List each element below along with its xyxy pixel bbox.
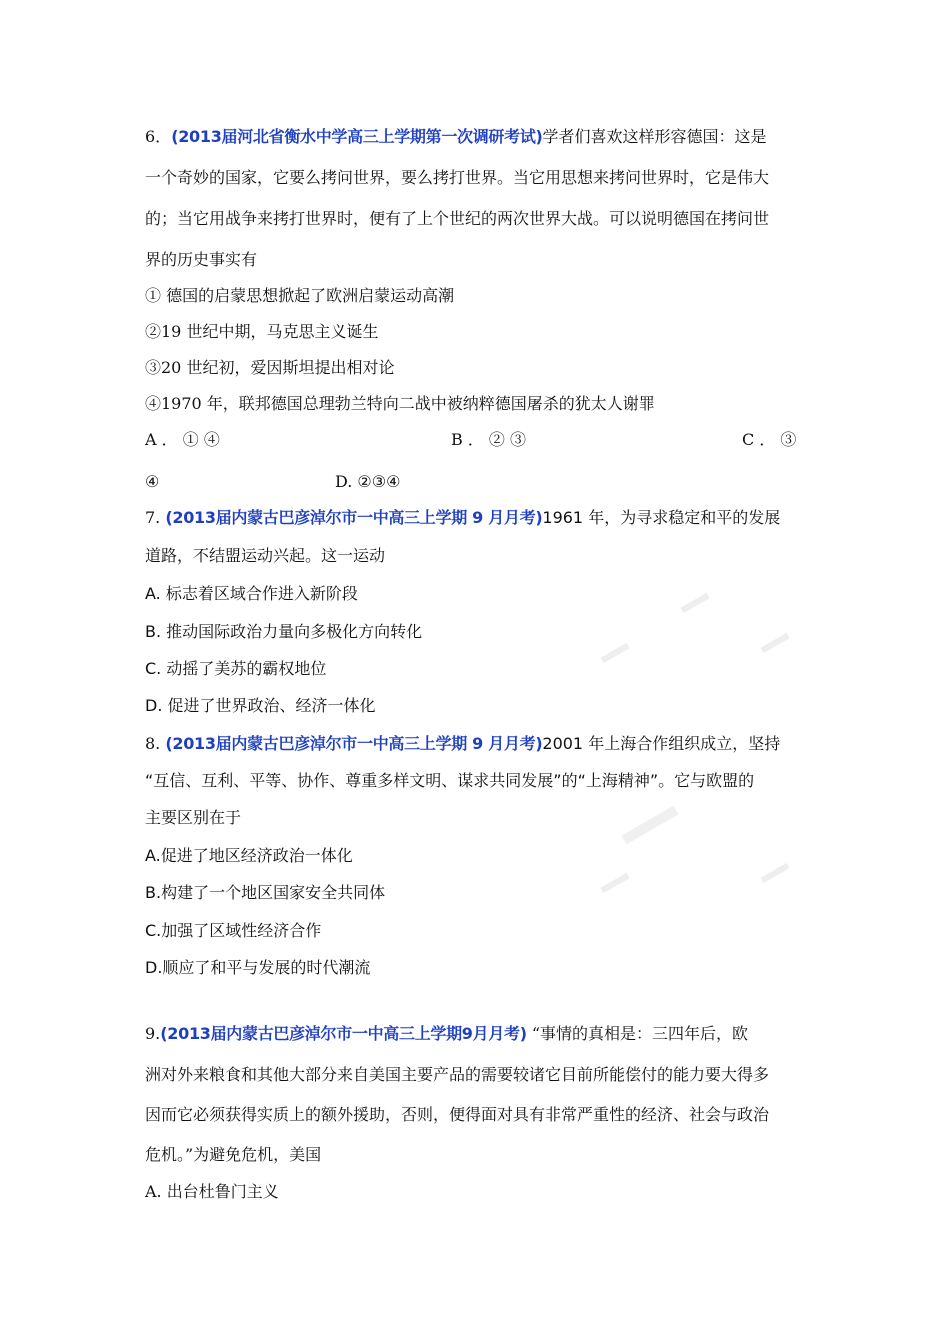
- q8-option-d: D.顺应了和平与发展的时代潮流: [145, 958, 371, 977]
- q9-text-1: “事情的真相是：三四年后，欧: [531, 1024, 749, 1043]
- watermark-mark: [681, 593, 710, 613]
- q9-option-a: A. 出台杜鲁门主义: [145, 1182, 279, 1201]
- q6-option-d: D. ②③④: [335, 472, 401, 491]
- q8-source: (2013届内蒙古巴彦淖尔市一中高三上学期 9 月月考): [165, 734, 543, 753]
- watermark-logo: [622, 806, 679, 845]
- q9-line-4: 危机。”为避免危机，美国: [145, 1145, 322, 1164]
- q6-source: (2013届河北省衡水中学高三上学期第一次调研考试): [171, 127, 543, 146]
- q6-item-2: ②19 世纪中期，马克思主义诞生: [145, 322, 379, 341]
- q7-option-a: A. 标志着区域合作进入新阶段: [145, 584, 358, 603]
- q7-text-1: 1961 年，为寻求稳定和平的发展: [542, 508, 781, 527]
- q9-source: (2013届内蒙古巴彦淖尔市一中高三上学期9月月考): [160, 1024, 527, 1043]
- q8-option-b: B.构建了一个地区国家安全共同体: [145, 883, 386, 902]
- q6-option-c-continued: ④: [145, 472, 160, 491]
- q6-line-3: 的；当它用战争来拷打世界时，便有了上个世纪的两次世界大战。可以说明德国在拷问世: [145, 209, 770, 228]
- q9-number: 9.: [145, 1024, 161, 1043]
- q6-option-c: C ． ③: [742, 430, 797, 449]
- q6-option-b: B ． ② ③: [451, 430, 527, 449]
- q7-option-b: B. 推动国际政治力量向多极化方向转化: [145, 622, 423, 641]
- q7-option-d: D. 促进了世界政治、经济一体化: [145, 696, 376, 715]
- q6-number: 6．: [145, 127, 172, 146]
- q7-line-1: [145, 508, 780, 528]
- q6-line-4: 界的历史事实有: [145, 250, 258, 269]
- q8-line-1: [145, 734, 780, 754]
- watermark-mark: [761, 633, 790, 653]
- q7-option-c: C. 动摇了美苏的霸权地位: [145, 659, 327, 678]
- q6-item-1: ① 德国的启蒙思想掀起了欧洲启蒙运动高潮: [145, 286, 455, 305]
- q8-number: 8.: [145, 734, 161, 753]
- q6-option-a: A ． ① ④: [145, 430, 220, 449]
- q8-line-2: “互信、互利、平等、协作、尊重多样文明、谋求共同发展”的“上海精神”。它与欧盟的: [145, 771, 755, 790]
- q7-source: (2013届内蒙古巴彦淖尔市一中高三上学期 9 月月考): [165, 508, 543, 527]
- q6-line-2: 一个奇妙的国家，它要么拷问世界，要么拷打世界。当它用思想来拷问世界时，它是伟大: [145, 168, 770, 187]
- q6-item-3: ③20 世纪初，爱因斯坦提出相对论: [145, 358, 395, 377]
- q8-option-a: A.促进了地区经济政治一体化: [145, 846, 353, 865]
- q8-text-1: 2001 年上海合作组织成立，坚持: [542, 734, 781, 753]
- q8-option-c: C.加强了区域性经济合作: [145, 921, 322, 940]
- q6-line-1: [145, 127, 767, 147]
- q6-item-4: ④1970 年，联邦德国总理勃兰特向二战中被纳粹德国屠杀的犹太人谢罪: [145, 394, 655, 413]
- q9-line-3: 因而它必须获得实质上的额外援助，否则，便得面对具有非常严重性的经济、社会与政治: [145, 1105, 770, 1124]
- watermark-mark: [601, 873, 630, 893]
- q8-line-3: 主要区别在于: [145, 808, 242, 827]
- watermark-mark: [601, 643, 630, 663]
- q9-line-1: [145, 1024, 748, 1044]
- q7-number: 7.: [145, 508, 161, 527]
- watermark-mark: [761, 863, 790, 883]
- q7-line-2: 道路，不结盟运动兴起。这一运动: [145, 546, 386, 565]
- q6-text-1: 学者们喜欢这样形容德国：这是: [542, 127, 767, 146]
- q9-line-2: 洲对外来粮食和其他大部分来自美国主要产品的需要较诸它目前所能偿付的能力要大得多: [145, 1065, 770, 1084]
